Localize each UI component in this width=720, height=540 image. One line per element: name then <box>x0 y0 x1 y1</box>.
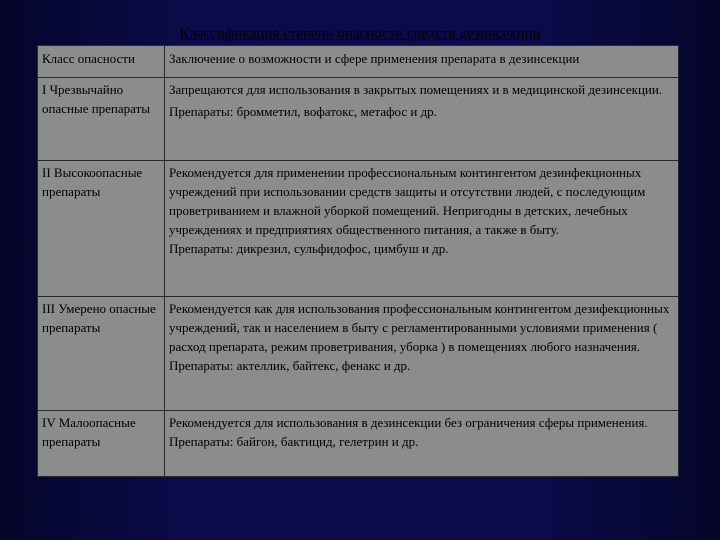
column-header-class: Класс опасности <box>38 46 165 78</box>
column-header-conclusion: Заключение о возможности и сфере применения препарата в дезинсекции <box>165 46 679 78</box>
conclusion-text: Рекомендуется как для использования профессиональным контингентом дезифекционных учреждений, так и населением в быту с регламентированными условиями применения ( расход препарата, режим проветривания, уборка ) в помещениях любого назначения. <box>169 301 670 354</box>
conclusion-cell <box>165 78 679 161</box>
hazard-class-cell: I Чрезвычайно опасные препараты <box>38 78 165 161</box>
conclusion-text: Рекомендуется для использования в дезинсекции без ограничения сферы применения. <box>169 415 648 430</box>
hazard-classification-table <box>37 45 679 477</box>
preparations-text: Препараты: байгон, бактицид, гелетрин и др. <box>169 434 419 449</box>
hazard-class-cell: IV Малоопасные препараты <box>38 411 165 477</box>
conclusion-cell <box>165 161 679 297</box>
preparations-text: Препараты: бромметил, вофатокс, метафос и др. <box>169 104 437 119</box>
conclusion-text: Рекомендуется для применении профессиональным контингентом дезинфекционных учреждений при использовании средств защиты и отсутствии людей, с последующим проветриванием и влажной уборкой помещений. Непригодны в детских, лечебных учреждениях и предприятиях общественного питания, а также в быту. <box>169 165 646 237</box>
hazard-class-cell: III Умерено опасные препараты <box>38 297 165 411</box>
page-title: Классификация степени опасности средств дезинсекции <box>179 26 541 42</box>
table-row <box>38 161 679 297</box>
table-header-row <box>38 46 679 78</box>
hazard-class-cell: II Высокоопасные препараты <box>38 161 165 297</box>
conclusion-cell <box>165 297 679 411</box>
table-row <box>38 78 679 161</box>
conclusion-text: Запрещаются для использования в закрытых помещениях и в медицинской дезинсекции. <box>169 82 663 97</box>
table-row <box>38 411 679 477</box>
table-row <box>38 297 679 411</box>
preparations-text: Препараты: дикрезил, сульфидофос, цимбуш и др. <box>169 241 449 256</box>
conclusion-cell <box>165 411 679 477</box>
preparations-text: Препараты: актеллик, байтекс, фенакс и др. <box>169 358 411 373</box>
